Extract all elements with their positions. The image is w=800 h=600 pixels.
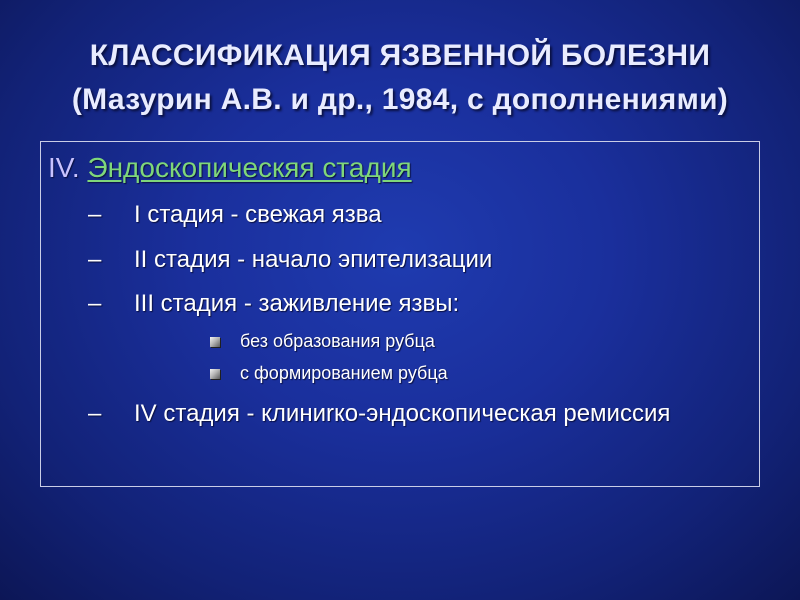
list-item-text: IV стадия - клиниrко-эндоскопическая ремиссия	[134, 400, 671, 427]
sub-list-item	[210, 361, 448, 385]
heading-text: Эндоскопическяя стадия	[87, 152, 412, 183]
dash-marker: –	[88, 201, 102, 228]
sub-list-item-text: с формированием рубца	[240, 363, 448, 383]
slide-title	[0, 34, 800, 122]
heading-roman-numeral: IV.	[48, 152, 80, 183]
sub-list-item-text: без образования рубца	[240, 331, 435, 351]
square-bullet-icon	[210, 369, 220, 379]
sub-list-item	[210, 329, 435, 353]
list-item-text: III стадия - заживление язвы:	[134, 290, 460, 317]
square-bullet-icon	[210, 337, 220, 347]
list-item-text: I стадия - свежая язва	[134, 201, 382, 228]
title-line-1: КЛАССИФИКАЦИЯ ЯЗВЕННОЙ БОЛЕЗНИ	[89, 39, 711, 72]
list-item	[88, 243, 724, 277]
dash-marker: –	[88, 290, 102, 317]
title-line-2: (Мазурин А.В. и др., 1984, с дополнениями)	[71, 83, 729, 116]
list-item	[88, 287, 724, 321]
dash-marker: –	[88, 400, 102, 427]
list-item	[88, 397, 724, 431]
list-item-text: II стадия - начало эпителизации	[134, 246, 493, 273]
dash-marker: –	[88, 246, 102, 273]
section-heading	[48, 151, 412, 185]
list-item	[88, 198, 724, 232]
